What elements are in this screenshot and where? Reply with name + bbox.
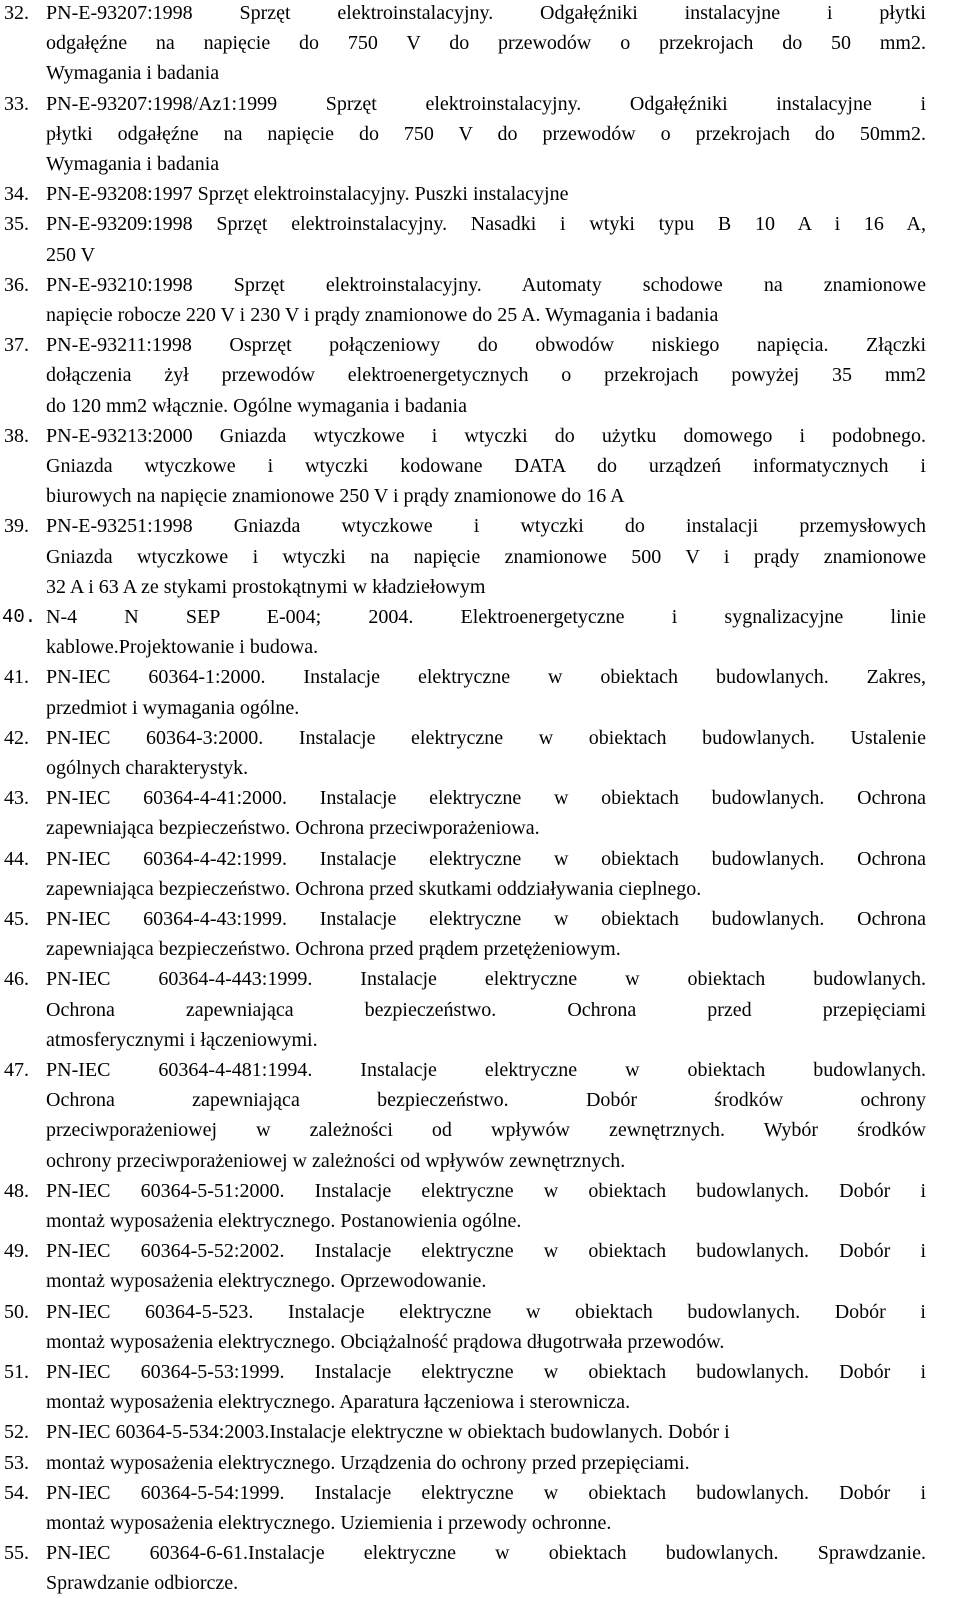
reference-text-line: montaż wyposażenia elektrycznego. Uziemienia i przewody ochronne. [46, 1511, 612, 1534]
reference-number: 50. [4, 1300, 29, 1323]
reference-text-line: napięcie robocze 220 V i 230 V i prądy znamionowe do 25 A. Wymagania i badania [46, 303, 719, 326]
reference-text-line: PN-IEC 60364-3:2000. Instalacje elektryczne w obiektach budowlanych. Ustalenie [46, 726, 926, 749]
reference-text-line: ochrony przeciwporażeniowej w zależności od wpływów zewnętrznych. [46, 1149, 626, 1172]
reference-text-line: Ochrona zapewniająca bezpieczeństwo. Ochrona przed przepięciami [46, 998, 926, 1021]
reference-text-line: Wymagania i badania [46, 152, 220, 175]
reference-text-line: PN-IEC 60364-4-41:2000. Instalacje elektryczne w obiektach budowlanych. Ochrona [46, 787, 926, 810]
reference-text-line: PN-IEC 60364-5-53:1999. Instalacje elektryczne w obiektach budowlanych. Dobór i [46, 1361, 926, 1383]
reference-text-line: montaż wyposażenia elektrycznego. Postanowienia ogólne. [46, 1209, 522, 1232]
reference-text-line: dołączenia żył przewodów elektroenergetycznych o przekrojach powyżej 35 mm2 [46, 364, 926, 387]
reference-number: 54. [4, 1481, 29, 1504]
reference-text-line: PN-IEC 60364-6-61.Instalacje elektryczne w obiektach budowlanych. Sprawdzanie. [46, 1542, 926, 1565]
reference-text-line: montaż wyposażenia elektrycznego. Oprzewodowanie. [46, 1270, 487, 1293]
reference-text-line: montaż wyposażenia elektrycznego. Urządzenia do ochrony przed przepięciami. [46, 1451, 690, 1474]
reference-text-line: PN-IEC 60364-5-523. Instalacje elektryczne w obiektach budowlanych. Dobór i [46, 1300, 926, 1323]
reference-number: 49. [4, 1240, 29, 1263]
reference-text-line: PN-E-93251:1998 Gniazda wtyczkowe i wtyczki do instalacji przemysłowych [46, 515, 926, 538]
reference-number: 46. [4, 968, 29, 991]
reference-text-line: PN-E-93210:1998 Sprzęt elektroinstalacyjny. Automaty schodowe na znamionowe [46, 273, 926, 296]
reference-text-line: atmosferycznymi i łączeniowymi. [46, 1028, 318, 1051]
reference-text-line: PN-IEC 60364-4-42:1999. Instalacje elektryczne w obiektach budowlanych. Ochrona [46, 847, 926, 870]
reference-number: 43. [4, 787, 29, 810]
reference-text-line: PN-IEC 60364-4-43:1999. Instalacje elektryczne w obiektach budowlanych. Ochrona [46, 908, 926, 930]
reference-text-line: Sprawdzanie odbiorcze. [46, 1572, 239, 1595]
reference-text-line: zapewniająca bezpieczeństwo. Ochrona przed skutkami oddziaływania cieplnego. [46, 877, 702, 900]
reference-number: 35. [4, 213, 29, 236]
reference-text-line: Wymagania i badania [46, 62, 220, 85]
reference-text-line: PN-IEC 60364-5-52:2002. Instalacje elektryczne w obiektach budowlanych. Dobór i [46, 1240, 926, 1263]
reference-text-line: PN-IEC 60364-5-534:2003.Instalacje elektryczne w obiektach budowlanych. Dobór i [46, 1421, 730, 1444]
reference-number: 39. [4, 515, 29, 538]
reference-text-line: PN-E-93211:1998 Osprzęt połączeniowy do obwodów niskiego napięcia. Złączki [46, 334, 926, 357]
reference-text-line: 250 V [46, 243, 96, 266]
reference-number: 48. [4, 1179, 29, 1202]
reference-text-line: PN-IEC 60364-4-443:1999. Instalacje elektryczne w obiektach budowlanych. [46, 968, 926, 991]
reference-number: 32. [4, 2, 29, 24]
reference-number: 42. [4, 726, 29, 749]
reference-text-line: przedmiot i wymagania ogólne. [46, 696, 300, 719]
reference-number: 45. [4, 908, 29, 930]
reference-text-line: 32 A i 63 A ze stykami prostokątnymi w kładziełowym [46, 575, 486, 598]
reference-number: 55. [4, 1542, 29, 1565]
reference-number: 37. [4, 334, 29, 357]
reference-text-line: PN-IEC 60364-5-51:2000. Instalacje elektryczne w obiektach budowlanych. Dobór i [46, 1179, 926, 1202]
reference-text-line: biurowych na napięcie znamionowe 250 V i prądy znamionowe do 16 A [46, 485, 625, 508]
reference-text-line: montaż wyposażenia elektrycznego. Aparatura łączeniowa i sterownicza. [46, 1391, 631, 1414]
reference-text-line: PN-E-93207:1998 Sprzęt elektroinstalacyjny. Odgałęźniki instalacyjne i płytki [46, 2, 926, 24]
reference-text-line: kablowe.Projektowanie i budowa. [46, 636, 319, 659]
reference-text-line: montaż wyposażenia elektrycznego. Obciążalność prądowa długotrwała przewodów. [46, 1330, 725, 1353]
reference-text-line: płytki odgałęźne na napięcie do 750 V do przewodów o przekrojach do 50mm2. [46, 122, 926, 145]
reference-number: 40. [2, 606, 37, 628]
reference-number: 47. [4, 1059, 29, 1081]
reference-text-line: przeciwporażeniowej w zależności od wpływów zewnętrznych. Wybór środków [46, 1119, 926, 1142]
reference-number: 38. [4, 424, 29, 447]
reference-text-line: Gniazda wtyczkowe i wtyczki kodowane DATA do urządzeń informatycznych i [46, 454, 926, 477]
reference-number: 36. [4, 273, 29, 296]
reference-text-line: PN-IEC 60364-4-481:1994. Instalacje elektryczne w obiektach budowlanych. [46, 1059, 926, 1081]
reference-number: 44. [4, 847, 29, 870]
reference-number: 41. [4, 666, 29, 689]
reference-text-line: do 120 mm2 włącznie. Ogólne wymagania i badania [46, 394, 467, 417]
reference-text-line: PN-E-93209:1998 Sprzęt elektroinstalacyjny. Nasadki i wtyki typu B 10 A i 16 A, [46, 213, 926, 236]
reference-text-line: PN-E-93207:1998/Az1:1999 Sprzęt elektroinstalacyjny. Odgałęźniki instalacyjne i [46, 92, 926, 115]
reference-text-line: ogólnych charakterystyk. [46, 756, 249, 779]
reference-text-line: Gniazda wtyczkowe i wtyczki na napięcie znamionowe 500 V i prądy znamionowe [46, 545, 926, 568]
reference-number: 33. [4, 92, 29, 115]
reference-number: 53. [4, 1451, 29, 1474]
reference-text-line: Ochrona zapewniająca bezpieczeństwo. Dobór środków ochrony [46, 1089, 926, 1112]
reference-text-line: odgałęźne na napięcie do 750 V do przewodów o przekrojach do 50 mm2. [46, 32, 926, 55]
reference-text-line: N-4 N SEP E-004; 2004. Elektroenergetyczne i sygnalizacyjne linie [46, 606, 926, 628]
reference-number: 34. [4, 183, 29, 206]
reference-number: 51. [4, 1361, 29, 1383]
reference-text-line: PN-IEC 60364-1:2000. Instalacje elektryczne w obiektach budowlanych. Zakres, [46, 666, 926, 689]
reference-text-line: PN-IEC 60364-5-54:1999. Instalacje elektryczne w obiektach budowlanych. Dobór i [46, 1481, 926, 1504]
reference-number: 52. [4, 1421, 29, 1444]
reference-text-line: PN-E-93208:1997 Sprzęt elektroinstalacyjny. Puszki instalacyjne [46, 183, 569, 206]
reference-text-line: PN-E-93213:2000 Gniazda wtyczkowe i wtyczki do użytku domowego i podobnego. [46, 424, 926, 447]
reference-text-line: zapewniająca bezpieczeństwo. Ochrona przed prądem przetężeniowym. [46, 938, 621, 961]
reference-text-line: zapewniająca bezpieczeństwo. Ochrona przeciwporażeniowa. [46, 817, 540, 840]
